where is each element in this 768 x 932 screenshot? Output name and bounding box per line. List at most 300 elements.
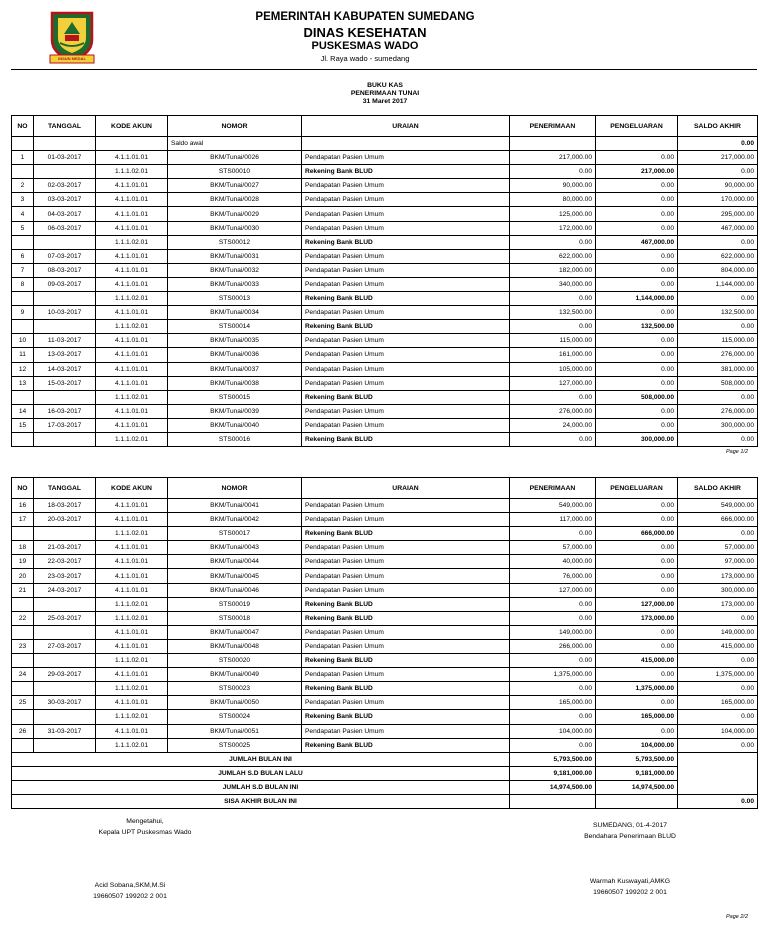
cell-saldo-akhir: 97,000.00: [678, 555, 758, 569]
table-row: [12, 499, 758, 513]
col-saldo-akhir: SALDO AKHIR: [678, 478, 758, 499]
cell-saldo-akhir: 0.00: [678, 390, 758, 404]
cell-uraian: Pendapatan Pasien Umum: [302, 404, 510, 418]
cell-saldo-akhir: 165,000.00: [678, 696, 758, 710]
cell-pengeluaran: 0.00: [596, 499, 678, 513]
cell-penerimaan: 0.00: [510, 390, 596, 404]
cell-uraian: Pendapatan Pasien Umum: [302, 569, 510, 583]
cell-nomor: BKM/Tunai/0044: [168, 555, 302, 569]
cell-tanggal: [34, 625, 96, 639]
cell-penerimaan: 0.00: [510, 654, 596, 668]
cell-tanggal: 10-03-2017: [34, 306, 96, 320]
cell-no: [12, 235, 34, 249]
cell-penerimaan: 165,000.00: [510, 696, 596, 710]
cell-uraian: Pendapatan Pasien Umum: [302, 513, 510, 527]
cell-saldo-akhir: 0.00: [678, 738, 758, 752]
cell-no: 25: [12, 696, 34, 710]
cell-no: [12, 738, 34, 752]
cell-penerimaan: 76,000.00: [510, 569, 596, 583]
table-row: [12, 151, 758, 165]
cell-penerimaan: 0.00: [510, 710, 596, 724]
table-row: [12, 668, 758, 682]
cell-pengeluaran: 0.00: [596, 513, 678, 527]
cell-penerimaan: 276,000.00: [510, 404, 596, 418]
cell-no: [12, 527, 34, 541]
cell-nomor: BKM/Tunai/0051: [168, 724, 302, 738]
cell-no: 5: [12, 221, 34, 235]
cell-penerimaan: 0.00: [510, 738, 596, 752]
cell-kode-akun: 1.1.1.02.01: [96, 597, 168, 611]
cell-nomor: BKM/Tunai/0050: [168, 696, 302, 710]
cell-penerimaan: 117,000.00: [510, 513, 596, 527]
cell-no: 26: [12, 724, 34, 738]
cell-kode-akun: 4.1.1.01.01: [96, 418, 168, 432]
col-nomor: NOMOR: [168, 478, 302, 499]
cell-saldo-akhir: 104,000.00: [678, 724, 758, 738]
cell-kode-akun: 4.1.1.01.01: [96, 151, 168, 165]
cell-kode-akun: 1.1.1.02.01: [96, 710, 168, 724]
cell-pengeluaran: 0.00: [596, 625, 678, 639]
cell-penerimaan: 161,000.00: [510, 348, 596, 362]
cell-no: [12, 320, 34, 334]
cell-uraian: Pendapatan Pasien Umum: [302, 306, 510, 320]
cell-saldo-akhir: 295,000.00: [678, 207, 758, 221]
cell-kode-akun: 1.1.1.02.01: [96, 611, 168, 625]
cell-nomor: BKM/Tunai/0042: [168, 513, 302, 527]
approver-name: Acid Sobana,SKM,M.Si: [94, 882, 166, 889]
cell-penerimaan: 217,000.00: [510, 151, 596, 165]
table-row: [12, 334, 758, 348]
table-row: [12, 418, 758, 432]
cell-kode-akun: 1.1.1.02.01: [96, 235, 168, 249]
cell-penerimaan: 105,000.00: [510, 362, 596, 376]
sign-place-date: SUMEDANG, 01-4-2017: [592, 822, 668, 829]
cell-saldo-akhir: 467,000.00: [678, 221, 758, 235]
cell-uraian: Pendapatan Pasien Umum: [302, 696, 510, 710]
cell-penerimaan: 266,000.00: [510, 639, 596, 653]
table-row: [12, 277, 758, 291]
cell-tanggal: 13-03-2017: [34, 348, 96, 362]
cell-pengeluaran: 0.00: [596, 583, 678, 597]
cell-penerimaan: 0.00: [510, 597, 596, 611]
cell-kode-akun: 4.1.1.01.01: [96, 583, 168, 597]
cash-book-table-page2: [11, 477, 758, 809]
table-row: [12, 221, 758, 235]
cell-penerimaan: 57,000.00: [510, 541, 596, 555]
table-row: [12, 292, 758, 306]
cell-saldo-akhir: 57,000.00: [678, 541, 758, 555]
cell-saldo-akhir: 0.00: [678, 165, 758, 179]
cell-saldo-akhir: 132,500.00: [678, 306, 758, 320]
header-agency: DINAS KESEHATAN: [303, 25, 427, 40]
cell-no: [12, 432, 34, 446]
cell-kode-akun: 4.1.1.01.01: [96, 625, 168, 639]
table-row: [12, 738, 758, 752]
col-pengeluaran: PENGELUARAN: [596, 478, 678, 499]
total-row-this-month: [12, 752, 758, 766]
col-no: NO: [12, 116, 34, 137]
table-header: [12, 116, 758, 137]
cell-kode-akun: 1.1.1.02.01: [96, 320, 168, 334]
cell-uraian: Rekening Bank BLUD: [302, 320, 510, 334]
cell-pengeluaran: 0.00: [596, 569, 678, 583]
cell-uraian: Rekening Bank BLUD: [302, 611, 510, 625]
col-tanggal: TANGGAL: [34, 478, 96, 499]
header-government: PEMERINTAH KABUPATEN SUMEDANG: [255, 11, 475, 23]
cell-no: 16: [12, 499, 34, 513]
table-row: [12, 320, 758, 334]
table-row: [12, 625, 758, 639]
cell-saldo-akhir: 0.00: [678, 235, 758, 249]
cell-nomor: BKM/Tunai/0045: [168, 569, 302, 583]
cell-no: 11: [12, 348, 34, 362]
cell-nomor: BKM/Tunai/0037: [168, 362, 302, 376]
cell-kode-akun: 4.1.1.01.01: [96, 306, 168, 320]
cell-saldo-akhir: 276,000.00: [678, 404, 758, 418]
cell-no: 4: [12, 207, 34, 221]
col-saldo-akhir: SALDO AKHIR: [678, 116, 758, 137]
cell-nomor: BKM/Tunai/0040: [168, 418, 302, 432]
cash-book-table-page1: [11, 115, 758, 447]
cell-kode-akun: 4.1.1.01.01: [96, 277, 168, 291]
cell-nomor: BKM/Tunai/0035: [168, 334, 302, 348]
cell-pengeluaran: 127,000.00: [596, 597, 678, 611]
cell-kode-akun: 4.1.1.01.01: [96, 221, 168, 235]
cell-pengeluaran: 415,000.00: [596, 654, 678, 668]
total-label: JUMLAH S.D BULAN LALU: [12, 766, 510, 780]
logo-motto: INSUN MEDAL: [58, 56, 86, 61]
cell-saldo-akhir: 1,375,000.00: [678, 668, 758, 682]
cell-pengeluaran: 508,000.00: [596, 390, 678, 404]
table-row: [12, 249, 758, 263]
total-row-last-month: [12, 766, 758, 780]
cell-penerimaan: 104,000.00: [510, 724, 596, 738]
cell-nomor: BKM/Tunai/0026: [168, 151, 302, 165]
cell-kode-akun: 4.1.1.01.01: [96, 541, 168, 555]
cell-kode-akun: 1.1.1.02.01: [96, 390, 168, 404]
header-divider: [11, 69, 757, 70]
cell-penerimaan: 90,000.00: [510, 179, 596, 193]
cell-nomor: BKM/Tunai/0041: [168, 499, 302, 513]
cell-saldo-akhir: 0.00: [678, 682, 758, 696]
cell-uraian: Pendapatan Pasien Umum: [302, 724, 510, 738]
cell-penerimaan: 115,000.00: [510, 334, 596, 348]
cell-nomor: STS00023: [168, 682, 302, 696]
cell-kode-akun: 4.1.1.01.01: [96, 639, 168, 653]
cell-pengeluaran: 0.00: [596, 404, 678, 418]
col-penerimaan: PENERIMAAN: [510, 478, 596, 499]
cell-pengeluaran: 1,375,000.00: [596, 682, 678, 696]
table-row: [12, 263, 758, 277]
cell-tanggal: [34, 738, 96, 752]
cell-no: 3: [12, 193, 34, 207]
cell-saldo-akhir: 149,000.00: [678, 625, 758, 639]
cell-nomor: STS00020: [168, 654, 302, 668]
report-date: 31 Maret 2017: [362, 98, 408, 105]
cell-tanggal: [34, 165, 96, 179]
cell-pengeluaran: 0.00: [596, 639, 678, 653]
cell-kode-akun: 1.1.1.02.01: [96, 527, 168, 541]
treasurer-nip: 19660507 199202 2 001: [593, 889, 667, 896]
cell-uraian: Rekening Bank BLUD: [302, 292, 510, 306]
cell-uraian: Rekening Bank BLUD: [302, 235, 510, 249]
cell-kode-akun: 4.1.1.01.01: [96, 696, 168, 710]
header-address: Jl. Raya wado - sumedang: [320, 54, 410, 63]
total-penerimaan: 9,181,000.00: [510, 766, 596, 780]
cell-nomor: STS00018: [168, 611, 302, 625]
cell-pengeluaran: 0.00: [596, 418, 678, 432]
cell-pengeluaran: 0.00: [596, 724, 678, 738]
cell-no: 8: [12, 277, 34, 291]
cell-penerimaan: 549,000.00: [510, 499, 596, 513]
cell-tanggal: 31-03-2017: [34, 724, 96, 738]
cell-saldo-akhir: 217,000.00: [678, 151, 758, 165]
opening-balance-row: [12, 137, 758, 151]
treasurer-title: Bendahara Penerimaan BLUD: [584, 833, 676, 840]
cell-nomor: BKM/Tunai/0039: [168, 404, 302, 418]
cell-pengeluaran: 666,000.00: [596, 527, 678, 541]
table-row: [12, 639, 758, 653]
total-row-cumulative: [12, 780, 758, 794]
cell-nomor: STS00012: [168, 235, 302, 249]
cell-pengeluaran: 0.00: [596, 362, 678, 376]
table-row: [12, 597, 758, 611]
cell-saldo-akhir: 115,000.00: [678, 334, 758, 348]
cell-penerimaan: 0.00: [510, 527, 596, 541]
cell-kode-akun: 4.1.1.01.01: [96, 179, 168, 193]
cell-tanggal: 27-03-2017: [34, 639, 96, 653]
table-row: [12, 165, 758, 179]
cell-nomor: BKM/Tunai/0030: [168, 221, 302, 235]
cell-nomor: BKM/Tunai/0034: [168, 306, 302, 320]
cell-nomor: BKM/Tunai/0048: [168, 639, 302, 653]
cell-tanggal: 30-03-2017: [34, 696, 96, 710]
cell-nomor: STS00015: [168, 390, 302, 404]
cell-saldo-akhir: 804,000.00: [678, 263, 758, 277]
cell-no: 18: [12, 541, 34, 555]
cell-no: 13: [12, 376, 34, 390]
cell-no: [12, 710, 34, 724]
total-pengeluaran: 14,974,500.00: [596, 780, 678, 794]
cell-uraian: Rekening Bank BLUD: [302, 390, 510, 404]
cell-no: [12, 292, 34, 306]
cell-no: 1: [12, 151, 34, 165]
cell-uraian: Pendapatan Pasien Umum: [302, 625, 510, 639]
cell-tanggal: [34, 654, 96, 668]
cell-tanggal: 29-03-2017: [34, 668, 96, 682]
cell-tanggal: 23-03-2017: [34, 569, 96, 583]
total-pengeluaran: 9,181,000.00: [596, 766, 678, 780]
cell-pengeluaran: 0.00: [596, 555, 678, 569]
cell-saldo-akhir: 0.00: [678, 654, 758, 668]
cell-tanggal: 17-03-2017: [34, 418, 96, 432]
cell-saldo-akhir: 415,000.00: [678, 639, 758, 653]
cell-no: [12, 625, 34, 639]
cell-uraian: Pendapatan Pasien Umum: [302, 639, 510, 653]
treasurer-name: Warmah Kuswayati,AMKG: [589, 878, 671, 885]
cell-nomor: STS00025: [168, 738, 302, 752]
cell-no: 24: [12, 668, 34, 682]
cell-kode-akun: 4.1.1.01.01: [96, 207, 168, 221]
cell-no: 15: [12, 418, 34, 432]
table-row: [12, 432, 758, 446]
cell-tanggal: [34, 292, 96, 306]
cell-kode-akun: 4.1.1.01.01: [96, 362, 168, 376]
table-row: [12, 541, 758, 555]
col-tanggal: TANGGAL: [34, 116, 96, 137]
cell-no: 23: [12, 639, 34, 653]
cell-tanggal: 21-03-2017: [34, 541, 96, 555]
cell-nomor: STS00013: [168, 292, 302, 306]
cell-penerimaan: 132,500.00: [510, 306, 596, 320]
approver-nip: 19660507 199202 2 001: [93, 893, 167, 900]
cell-no: 12: [12, 362, 34, 376]
cell-tanggal: 04-03-2017: [34, 207, 96, 221]
cell-kode-akun: 4.1.1.01.01: [96, 376, 168, 390]
cell-nomor: BKM/Tunai/0027: [168, 179, 302, 193]
cell-nomor: BKM/Tunai/0038: [168, 376, 302, 390]
cell-uraian: Pendapatan Pasien Umum: [302, 249, 510, 263]
cell-pengeluaran: 0.00: [596, 179, 678, 193]
cell-penerimaan: 0.00: [510, 682, 596, 696]
report-subtitle: PENERIMAAN TUNAI: [350, 90, 420, 97]
cell-saldo-akhir: 173,000.00: [678, 569, 758, 583]
cell-uraian: Pendapatan Pasien Umum: [302, 334, 510, 348]
cell-no: 22: [12, 611, 34, 625]
cell-tanggal: 06-03-2017: [34, 221, 96, 235]
cell-kode-akun: 1.1.1.02.01: [96, 738, 168, 752]
cell-uraian: Pendapatan Pasien Umum: [302, 348, 510, 362]
cell-penerimaan: 24,000.00: [510, 418, 596, 432]
cell-nomor: STS00024: [168, 710, 302, 724]
cell-penerimaan: 125,000.00: [510, 207, 596, 221]
approver-title: Kepala UPT Puskesmas Wado: [98, 829, 192, 836]
cell-no: 14: [12, 404, 34, 418]
col-nomor: NOMOR: [168, 116, 302, 137]
cell-penerimaan: 149,000.00: [510, 625, 596, 639]
cell-penerimaan: 0.00: [510, 320, 596, 334]
cell-uraian: Rekening Bank BLUD: [302, 432, 510, 446]
cell-saldo-akhir: 173,000.00: [678, 597, 758, 611]
cell-saldo-akhir: 0.00: [678, 432, 758, 446]
cell-penerimaan: 40,000.00: [510, 555, 596, 569]
cell-saldo-akhir: 666,000.00: [678, 513, 758, 527]
cell-uraian: Rekening Bank BLUD: [302, 654, 510, 668]
cell-kode-akun: 4.1.1.01.01: [96, 334, 168, 348]
table-header: [12, 478, 758, 499]
cell-uraian: Pendapatan Pasien Umum: [302, 583, 510, 597]
cell-saldo-akhir: 300,000.00: [678, 418, 758, 432]
cell-uraian: Pendapatan Pasien Umum: [302, 151, 510, 165]
cell-kode-akun: 1.1.1.02.01: [96, 682, 168, 696]
col-uraian: URAIAN: [302, 116, 510, 137]
col-kode-akun: KODE AKUN: [96, 478, 168, 499]
cell-uraian: Pendapatan Pasien Umum: [302, 668, 510, 682]
cell-kode-akun: 4.1.1.01.01: [96, 513, 168, 527]
cell-kode-akun: 4.1.1.01.01: [96, 668, 168, 682]
cell-pengeluaran: 0.00: [596, 277, 678, 291]
cell-no: 17: [12, 513, 34, 527]
cell-tanggal: [34, 235, 96, 249]
table-row: [12, 611, 758, 625]
cell-tanggal: 25-03-2017: [34, 611, 96, 625]
cell-no: [12, 682, 34, 696]
cell-pengeluaran: 104,000.00: [596, 738, 678, 752]
cell-uraian: Pendapatan Pasien Umum: [302, 263, 510, 277]
cell-saldo-akhir: 300,000.00: [678, 583, 758, 597]
cell-uraian: Pendapatan Pasien Umum: [302, 555, 510, 569]
cell-no: 10: [12, 334, 34, 348]
cell-pengeluaran: 0.00: [596, 221, 678, 235]
cell-nomor: BKM/Tunai/0031: [168, 249, 302, 263]
table-row: [12, 696, 758, 710]
table-row: [12, 348, 758, 362]
cell-no: 7: [12, 263, 34, 277]
cell-saldo-akhir: 381,000.00: [678, 362, 758, 376]
cell-uraian: Pendapatan Pasien Umum: [302, 376, 510, 390]
cell-kode-akun: 1.1.1.02.01: [96, 292, 168, 306]
table-row: [12, 654, 758, 668]
cell-no: [12, 654, 34, 668]
table-row: [12, 179, 758, 193]
cell-pengeluaran: 0.00: [596, 193, 678, 207]
cell-penerimaan: 172,000.00: [510, 221, 596, 235]
cell-no: [12, 390, 34, 404]
cell-penerimaan: 622,000.00: [510, 249, 596, 263]
cell-uraian: Rekening Bank BLUD: [302, 682, 510, 696]
cell-pengeluaran: 0.00: [596, 668, 678, 682]
cell-tanggal: [34, 527, 96, 541]
cell-uraian: Pendapatan Pasien Umum: [302, 221, 510, 235]
cell-pengeluaran: 0.00: [596, 151, 678, 165]
cell-no: [12, 597, 34, 611]
cell-penerimaan: 80,000.00: [510, 193, 596, 207]
closing-balance-row: [12, 794, 758, 808]
cell-tanggal: 15-03-2017: [34, 376, 96, 390]
cell-no: 9: [12, 306, 34, 320]
total-pengeluaran: 5,793,500.00: [596, 752, 678, 766]
cell-nomor: STS00019: [168, 597, 302, 611]
total-penerimaan: 14,974,500.00: [510, 780, 596, 794]
cell-nomor: BKM/Tunai/0046: [168, 583, 302, 597]
cell-pengeluaran: 0.00: [596, 541, 678, 555]
opening-label: Saldo awal: [168, 137, 302, 151]
cell-penerimaan: 127,000.00: [510, 583, 596, 597]
cell-kode-akun: 4.1.1.01.01: [96, 263, 168, 277]
cell-nomor: BKM/Tunai/0029: [168, 207, 302, 221]
cell-no: 21: [12, 583, 34, 597]
cell-no: 2: [12, 179, 34, 193]
cell-kode-akun: 4.1.1.01.01: [96, 249, 168, 263]
col-kode-akun: KODE AKUN: [96, 116, 168, 137]
cell-uraian: Pendapatan Pasien Umum: [302, 277, 510, 291]
cell-tanggal: 02-03-2017: [34, 179, 96, 193]
cell-tanggal: 07-03-2017: [34, 249, 96, 263]
table-row: [12, 710, 758, 724]
cell-nomor: BKM/Tunai/0032: [168, 263, 302, 277]
cell-tanggal: 03-03-2017: [34, 193, 96, 207]
table-row: [12, 390, 758, 404]
total-label: JUMLAH BULAN INI: [12, 752, 510, 766]
cell-nomor: BKM/Tunai/0043: [168, 541, 302, 555]
cell-pengeluaran: 0.00: [596, 376, 678, 390]
total-penerimaan: 5,793,500.00: [510, 752, 596, 766]
cell-kode-akun: 1.1.1.02.01: [96, 654, 168, 668]
cell-pengeluaran: 0.00: [596, 306, 678, 320]
cell-saldo-akhir: 170,000.00: [678, 193, 758, 207]
cell-penerimaan: 127,000.00: [510, 376, 596, 390]
cell-penerimaan: 0.00: [510, 235, 596, 249]
